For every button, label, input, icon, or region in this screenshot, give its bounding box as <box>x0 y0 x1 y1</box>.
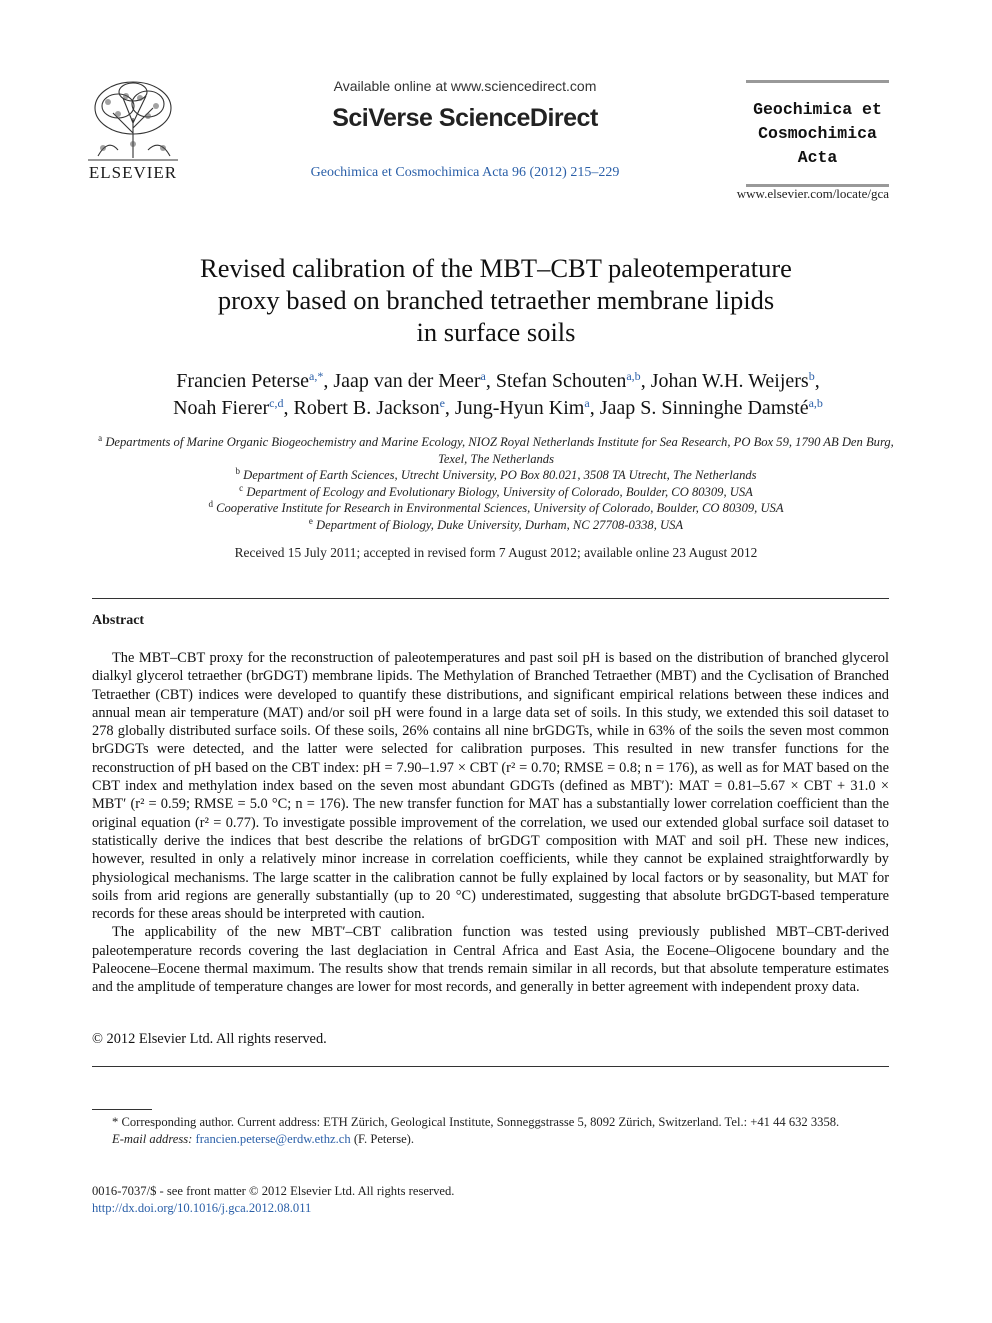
affiliation-text: Departments of Marine Organic Biogeochemistry and Marine Ecology, NIOZ Royal Netherlands Institute for Sea Research, PO Box 59, 1790 AB Den Burg, Texel, The Netherlands <box>105 435 894 466</box>
affiliation-item <box>86 434 906 467</box>
author-separator: , <box>814 370 820 392</box>
author-separator: , <box>485 370 496 392</box>
author-affil-sup[interactable]: e <box>439 396 445 410</box>
author-name[interactable]: Noah Fierer <box>173 397 270 419</box>
author-affil-sup[interactable]: c,d <box>269 396 284 410</box>
received-dates: Received 15 July 2011; accepted in revised form 7 August 2012; available online 23 August 2012 <box>234 545 758 560</box>
sciencedirect-brand[interactable]: SciVerse ScienceDirect <box>332 104 598 132</box>
author-name[interactable]: Stefan Schouten <box>495 370 627 392</box>
divider <box>92 598 889 599</box>
doi-link[interactable]: http://dx.doi.org/10.1016/j.gca.2012.08.011 <box>92 1201 312 1215</box>
author-name[interactable]: Johan W.H. Weijers <box>650 370 809 392</box>
author-list <box>88 368 908 422</box>
affiliation-list <box>86 434 906 534</box>
email-link[interactable]: francien.peterse@erdw.ethz.ch <box>195 1132 351 1146</box>
author-name[interactable]: Jaap S. Sinninghe Damsté <box>599 397 809 419</box>
issn-line: 0016-7037/$ - see front matter © 2012 Elsevier Ltd. All rights reserved. <box>92 1184 455 1198</box>
title-line: proxy based on branched tetraether membrane lipids <box>217 285 775 315</box>
affiliation-item <box>86 517 906 534</box>
publisher-name: ELSEVIER <box>88 163 178 182</box>
author-affil-sup[interactable]: b <box>808 369 815 383</box>
affiliation-key: d <box>208 499 213 510</box>
author-separator: , <box>640 370 651 392</box>
author-affil-sup[interactable]: a <box>480 369 486 383</box>
abstract-heading: Abstract <box>92 613 145 628</box>
affiliation-text: Department of Biology, Duke University, Durham, NC 27708-0338, USA <box>316 517 684 532</box>
email-label: E-mail address: <box>112 1132 193 1146</box>
affiliation-item <box>86 467 906 484</box>
author-affil-sup[interactable]: a,* <box>309 369 324 383</box>
journal-url[interactable]: www.elsevier.com/locate/gca <box>736 186 889 201</box>
title-line: in surface soils <box>416 317 576 347</box>
author-name[interactable]: Francien Peterse <box>176 370 310 392</box>
author-name[interactable]: Robert B. Jackson <box>293 397 440 419</box>
journal-title <box>746 98 889 170</box>
title-line: Revised calibration of the MBT–CBT paleotemperature <box>200 253 792 283</box>
available-online-text: Available online at www.sciencedirect.com <box>333 78 597 94</box>
journal-title-box <box>746 80 889 187</box>
author-separator: , <box>323 370 334 392</box>
author-affil-sup[interactable]: a,b <box>808 396 823 410</box>
author-affil-sup[interactable]: a,b <box>626 369 641 383</box>
email-suffix: (F. Peterse). <box>353 1132 415 1146</box>
affiliation-text: Cooperative Institute for Research in Environmental Sciences, University of Colorado, Boulder, CO 80309, USA <box>216 501 784 516</box>
article-title <box>96 252 896 348</box>
author-separator: , <box>283 397 294 419</box>
divider <box>92 1066 889 1067</box>
footnote-marker: * <box>112 1115 119 1129</box>
author-separator: , <box>589 397 600 419</box>
affiliation-text: Department of Earth Sciences, Utrecht University, PO Box 80.021, 3508 TA Utrecht, The Netherlands <box>243 468 757 483</box>
abstract-body <box>92 649 889 997</box>
author-name[interactable]: Jung-Hyun Kim <box>454 397 585 419</box>
corresponding-author-text: Corresponding author. Current address: ETH Zürich, Geological Institute, Sonneggstrasse 5, 8092 Zürich, Switzerland. Tel.: +41 44 632 3358. <box>121 1115 840 1129</box>
footnote <box>92 1114 889 1148</box>
author-separator: , <box>444 397 455 419</box>
affiliation-item <box>86 484 906 501</box>
affiliation-text: Department of Ecology and Evolutionary Biology, University of Colorado, Boulder, CO 80309, USA <box>246 484 753 499</box>
email-line <box>92 1131 889 1148</box>
author-affil-sup[interactable]: a <box>584 396 590 410</box>
journal-title-line: Acta <box>797 148 838 167</box>
author-name[interactable]: Jaap van der Meer <box>333 370 481 392</box>
abstract-paragraph: The applicability of the new MBT′–CBT calibration function was tested using previously published MBT–CBT-derived paleotemperature records covering the last deglaciation in Central Africa and East Asia, the Eocene–Oligocene boundary and the Paleocene–Eocene thermal maximum. The results show that trends remain similar in all records, but that absolute temperature estimates and the amplitude of temperature changes are lower for most records, and generally in better agreement with independent proxy data. <box>92 924 889 996</box>
abstract-paragraph: The MBT–CBT proxy for the reconstruction of paleotemperatures and past soil pH is based on the distribution of branched glycerol dialkyl glycerol tetraether (brGDGT) membrane lipids. The Methylation of Branched Tetraether (MBT) and the Cyclisation of Branched Tetraether (CBT) indices were developed to quantify these distributions, and significant empirical relations between these indices and annual mean air temperature (MAT) and/or soil pH were found in a large data set of soils. In this study, we extended this soil dataset to 278 globally distributed surface soils. Of these soils, 26% contains all nine brGDGTs, while in 63% of the soils the seven most common brGDGTs were detected, and the latter were selected for calibration purposes. This resulted in new transfer functions for the reconstruction of pH based on the CBT index: pH = 7.90–1.97 × CBT (r² = 0.70; RMSE = 0.8; n = 176), as well as for MAT based on the CBT index and methylation index based on the seven most abundant GDGTs (defined as MBT′): MAT = 0.81–5.67 × CBT + 31.0 × MBT′ (r² = 0.59; RMSE = 5.0 °C; n = 176). The new transfer function for MAT has a substantially lower correlation coefficient than the original equation (r² = 0.77). To investigate possible improvement of the correlation, we used our extended global surface soil dataset to statistically derive the indices that best describe the relations of brGDGT composition with MAT and soil pH. These new indices, however, resulted in only a relatively minor increase in correlation coefficients, while they cannot be explained straightforwardly by physiological mechanisms. The large scatter in the calibration cannot be fully explained by local factors or by seasonality, but MAT for soils from arid regions are generally substantially (up to 20 °C) underestimated, suggesting that absolute brGDGT-based temperature records for these areas should be interpreted with caution. <box>92 650 889 923</box>
front-matter <box>92 1183 692 1217</box>
journal-title-line: Cosmochimica <box>758 124 877 143</box>
affiliation-key: c <box>239 482 244 493</box>
affiliation-item <box>86 500 906 517</box>
affiliation-key: a <box>98 433 103 443</box>
affiliation-key: b <box>235 466 240 477</box>
copyright: © 2012 Elsevier Ltd. All rights reserved. <box>92 1031 327 1047</box>
journal-title-line: Geochimica et <box>753 100 882 119</box>
affiliation-key: e <box>308 515 313 526</box>
corresponding-author-note <box>92 1114 889 1131</box>
journal-citation-link[interactable]: Geochimica et Cosmochimica Acta 96 (2012) 215–229 <box>310 165 620 180</box>
footnote-rule <box>92 1109 152 1110</box>
